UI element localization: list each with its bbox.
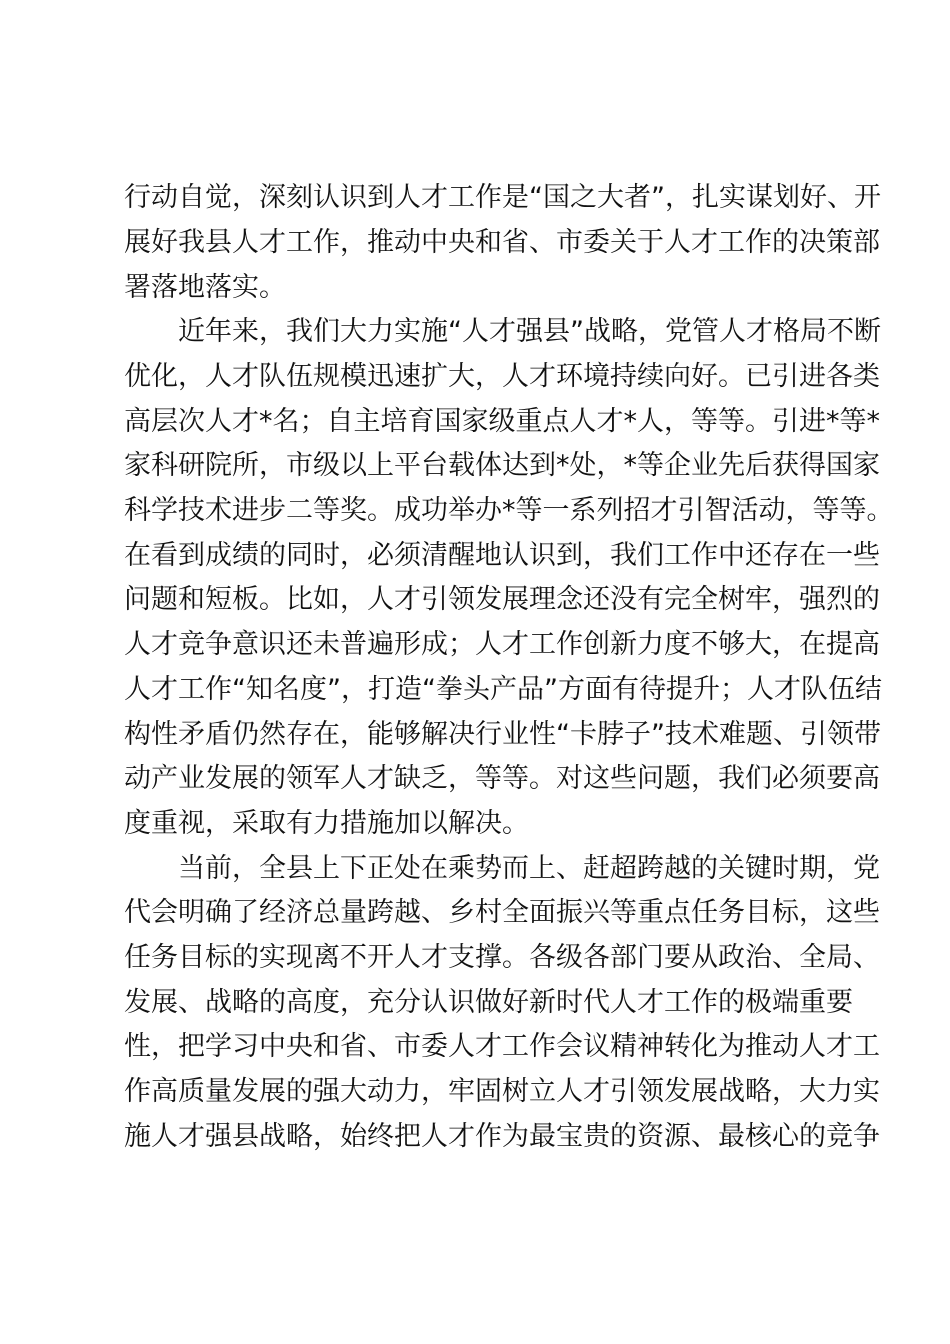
body-text-line: 行动自觉，深刻认识到人才工作是“国之大者”，扎实谋划好、开 xyxy=(124,182,881,213)
body-text-line: 人才竞争意识还未普遍形成；人才工作创新力度不够大，在提高 xyxy=(124,629,880,660)
body-text-line: 任务目标的实现离不开人才支撑。各级各部门要从政治、全局、 xyxy=(124,942,880,973)
body-text-line: 发展、战略的高度，充分认识做好新时代人才工作的极端重要 xyxy=(124,987,853,1018)
body-text-line: 构性矛盾仍然存在，能够解决行业性“卡脖子”技术难题、引领带 xyxy=(124,719,881,750)
paragraph-first-line: 近年来，我们大力实施“人才强县”战略，党管人才格局不断 xyxy=(178,316,881,347)
body-text-line: 问题和短板。比如，人才引领发展理念还没有完全树牢，强烈的 xyxy=(124,584,880,615)
body-text-line: 人才工作“知名度”，打造“拳头产品”方面有待提升；人才队伍结 xyxy=(124,674,882,705)
body-text-line: 在看到成绩的同时，必须清醒地认识到，我们工作中还存在一些 xyxy=(124,540,880,571)
body-text-line: 家科研院所，市级以上平台载体达到*处，*等企业先后获得国家 xyxy=(124,450,880,481)
body-text-line: 施人才强县战略，始终把人才作为最宝贵的资源、最核心的竞争 xyxy=(124,1121,880,1152)
body-text-line: 优化，人才队伍规模迅速扩大，人才环境持续向好。已引进各类 xyxy=(124,361,880,392)
body-text-line: 性，把学习中央和省、市委人才工作会议精神转化为推动人才工 xyxy=(124,1031,880,1062)
body-text-line: 署落地落实。 xyxy=(124,272,286,303)
body-text-line: 科学技术进步二等奖。成功举办*等一系列招才引智活动，等等。 xyxy=(124,495,894,526)
body-text-line: 展好我县人才工作，推动中央和省、市委关于人才工作的决策部 xyxy=(124,227,880,258)
body-text-line: 作高质量发展的强大动力，牢固树立人才引领发展战略，大力实 xyxy=(124,1076,880,1107)
body-text-line: 度重视，采取有力措施加以解决。 xyxy=(124,808,529,839)
body-text-line: 动产业发展的领军人才缺乏，等等。对这些问题，我们必须要高 xyxy=(124,763,880,794)
body-text-line: 高层次人才*名；自主培育国家级重点人才*人，等等。引进*等* xyxy=(124,406,880,437)
body-text-line: 代会明确了经济总量跨越、乡村全面振兴等重点任务目标，这些 xyxy=(124,897,880,928)
paragraph-first-line: 当前，全县上下正处在乘势而上、赶超跨越的关键时期，党 xyxy=(178,853,880,884)
